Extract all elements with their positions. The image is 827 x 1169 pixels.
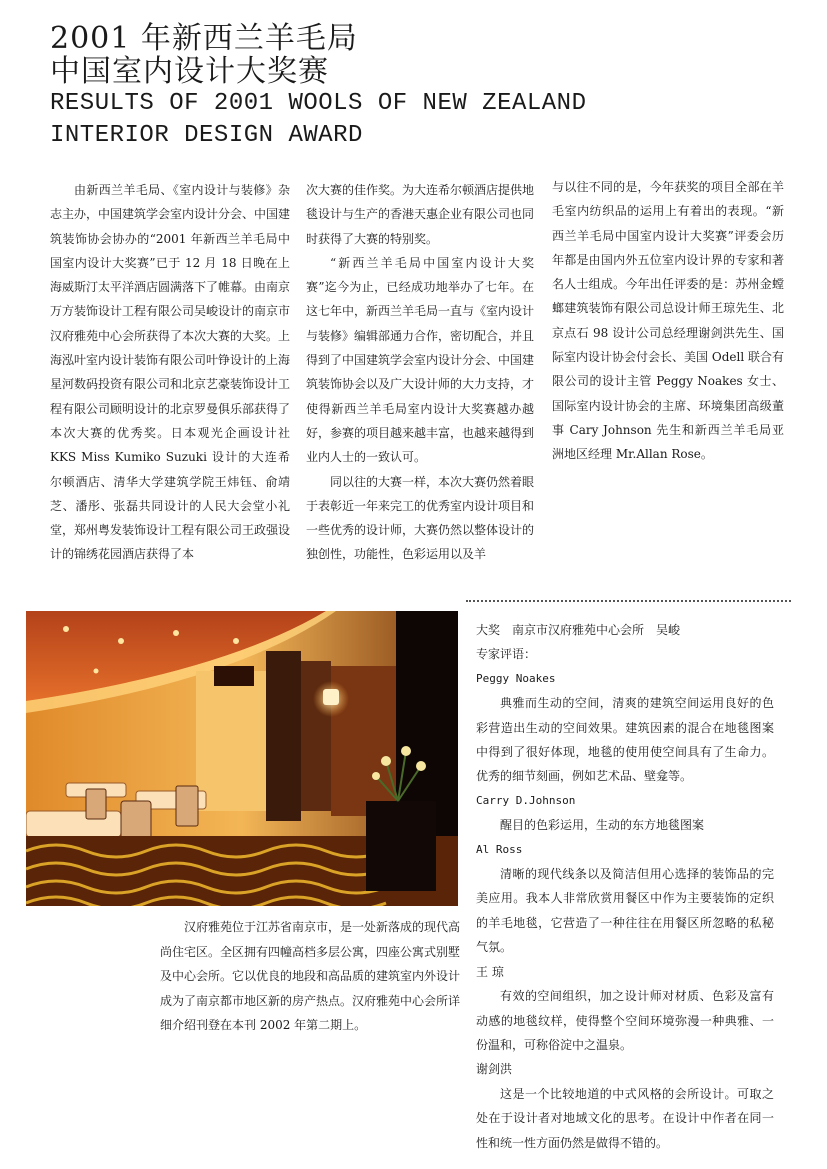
dotted-divider	[466, 600, 791, 602]
article-paragraph: 由新西兰羊毛局、《室内设计与装修》杂志主办，中国建筑学会室内设计分会、中国建筑装饰协会协办的“2001 年新西兰羊毛局中国室内设计大奖赛”已于 12 月 18 日晚在上海威斯汀太平洋酒店圆满落下了帷幕。由南京万方装饰设计工程有限公司吴峻设计的南京市汉府雅苑中心会所获得了本次大赛的大奖。上海泓叶室内设计装饰有限公司叶铮设计的上海星河数码投资有限公司和北京艺豪装饰设计工程有限公司顾明设计的北京罗曼俱乐部获得了本次大赛的优秀奖。日本观光企画设计社 KKS Miss Kumiko Suzuki 设计的大连希尔顿酒店、清华大学建筑学院王炜钰、俞靖芝、潘彤、张磊共同设计的人民大会堂小礼堂，郑州粤发装饰设计工程有限公司王政强设计的锦绣花园酒店获得了本	[50, 183, 291, 562]
article-column-1	[50, 178, 290, 567]
award-line: 大奖 南京市汉府雅苑中心会所 吴峻	[476, 623, 681, 637]
page-title-block	[50, 22, 750, 152]
title-chinese-line-2: 中国室内设计大奖赛	[50, 54, 329, 89]
review-text: 这是一个比较地道的中式风格的会所设计。可取之处在于设计者对地域文化的思考。在设计中作者在同一性和统一性方面仍然是做得不错的。	[476, 1086, 774, 1150]
article-column-2	[306, 178, 534, 567]
review-text: 清晰的现代线条以及简洁但用心选择的装饰品的完美应用。我本人非常欣赏用餐区中作为主要装饰的定织的羊毛地毯，它营造了一种往往在用餐区所忽略的私秘气氛。	[476, 867, 774, 955]
title-chinese-line-1: 2001 年新西兰羊毛局	[50, 21, 358, 56]
review-text: 有效的空间组织，加之设计师对材质、色彩及富有动感的地毯纹样，使得整个空间环境弥漫一种典雅、一份温和，可称俗淀中之温泉。	[476, 989, 774, 1052]
review-text: 醒目的色彩运用，生动的东方地毯图案	[500, 818, 705, 833]
article-paragraph: 次大赛的佳作奖。为大连希尔顿酒店提供地毯设计与生产的香港天惠企业有限公司也同时获得了大赛的特别奖。	[306, 183, 535, 246]
jury-comments-heading: 专家评语：	[476, 647, 537, 662]
reviewer-name: Peggy Noakes	[476, 671, 556, 685]
reviewer-name: Carry D.Johnson	[476, 793, 576, 807]
article-column-3	[552, 175, 784, 467]
jury-comments-section	[476, 618, 774, 1155]
article-paragraph: 同以往的大赛一样，本次大赛仍然着眼于表彰近一年来完工的优秀室内设计项目和一些优秀的设计师，大赛仍然以整体设计的独创性，功能性，色彩运用以及羊	[306, 474, 535, 562]
clubhouse-interior-photo	[26, 611, 458, 906]
photo-caption	[160, 915, 460, 1038]
article-paragraph: “新西兰羊毛局中国室内设计大奖赛”迄今为止，已经成功地举办了七年。在这七年中，新西兰羊毛局一直与《室内设计与装修》编辑部通力合作，密切配合，并且得到了中国建筑学会室内设计分会、中国建筑装饰协会以及广大设计师的大力支持，才使得新西兰羊毛局室内设计大奖赛越办越好，参赛的项目越来越丰富，也越来越得到业内人士的一致认可。	[306, 255, 535, 465]
reviewer-name: 王 琼	[476, 964, 504, 979]
review-text: 典雅而生动的空间，清爽的建筑空间运用良好的色彩营造出生动的空间效果。建筑因素的混合在地毯图案中得到了很好体现，地毯的使用使空间具有了生命力。优秀的细节刻画，例如艺术品、壁龛等。	[476, 696, 774, 784]
article-paragraph: 与以往不同的是，今年获奖的项目全部在羊毛室内纺织品的运用上有着出的表现。“新西兰羊毛局中国室内设计大奖赛”评委会历年都是由国内外五位室内设计界的专家和著名人士组成。今年出任评委的是：苏州金螳螂建筑装饰有限公司总设计师王琼先生、北京点石 98 设计公司总经理谢剑洪先生、国际室内设计协会付会长、美国 Odell 联合有限公司的设计主管 Peggy Noakes 女士、国际室内设计协会的主席、环境集团高级董事 Cary Johnson 先生和新西兰羊毛局亚洲地区经理 Mr.Allan Rose。	[552, 180, 784, 462]
reviewer-name: 谢剑洪	[476, 1062, 513, 1077]
title-english-line-1: RESULTS OF 2001 WOOLS OF NEW ZEALAND	[50, 90, 587, 117]
reviewer-name: Al Ross	[476, 842, 523, 856]
title-english-line-2: INTERIOR DESIGN AWARD	[50, 122, 363, 149]
caption-text: 汉府雅苑位于江苏省南京市，是一处新落成的现代高尚住宅区。全区拥有四幢高档多层公寓，四座公寓式别墅及中心会所。它以优良的地段和高品质的建筑室内外设计成为了南京都市地区新的房产热点。汉府雅苑中心会所详细介绍刊登在本刊 2002 年第二期上。	[160, 920, 461, 1032]
